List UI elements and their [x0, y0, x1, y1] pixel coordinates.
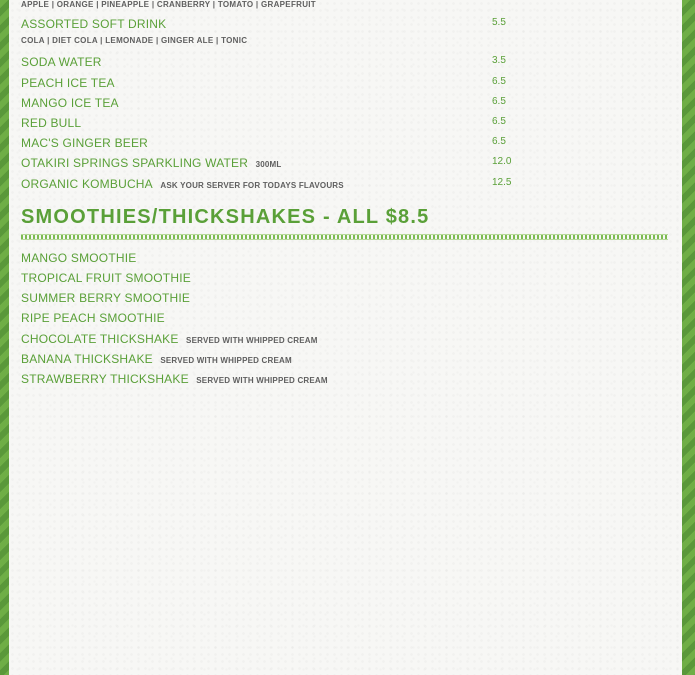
item-name: ORGANIC KOMBUCHA: [21, 177, 153, 191]
item-note: ASK YOUR SERVER FOR TODAYS FLAVOURS: [160, 181, 344, 190]
item-note: SERVED WITH WHIPPED CREAM: [160, 356, 292, 365]
soft-drink-item: [21, 15, 166, 33]
left-leaf-border: [0, 0, 9, 675]
item-price: 6.5: [492, 116, 506, 127]
item-name: MANGO ICE TEA: [21, 96, 119, 110]
item-price: 3.5: [492, 55, 506, 66]
item-name: MANGO SMOOTHIE: [21, 251, 137, 265]
item-name: STRAWBERRY THICKSHAKE: [21, 372, 189, 386]
juice-options: APPLE | ORANGE | PINEAPPLE | CRANBERRY | TOMATO | GRAPEFRUIT: [21, 0, 316, 9]
smoothie-item: [21, 309, 165, 327]
item-name: SODA WATER: [21, 55, 102, 69]
item-name: MAC'S GINGER BEER: [21, 136, 149, 150]
right-leaf-border: [682, 0, 695, 675]
smoothie-item: [21, 330, 318, 348]
section-divider: [21, 234, 668, 240]
drink-item: [21, 175, 344, 193]
item-name: CHOCOLATE THICKSHAKE: [21, 332, 179, 346]
item-price: 6.5: [492, 76, 506, 87]
drink-item: [21, 114, 81, 132]
item-name: ASSORTED SOFT DRINK: [21, 17, 167, 31]
item-price: 12.0: [492, 156, 512, 167]
item-note: SERVED WITH WHIPPED CREAM: [196, 376, 328, 385]
item-price: 12.5: [492, 177, 512, 188]
item-name: OTAKIRI SPRINGS SPARKLING WATER: [21, 156, 249, 170]
drink-item: [21, 74, 115, 92]
drink-item: [21, 134, 148, 152]
item-name: PEACH ICE TEA: [21, 76, 115, 90]
smoothie-item: [21, 289, 190, 307]
item-price: 6.5: [492, 136, 506, 147]
item-name: TROPICAL FRUIT SMOOTHIE: [21, 271, 191, 285]
item-name: RIPE PEACH SMOOTHIE: [21, 311, 165, 325]
drink-item: [21, 53, 102, 71]
item-name: BANANA THICKSHAKE: [21, 352, 153, 366]
drink-item: [21, 94, 119, 112]
soft-drink-price: 5.5: [492, 17, 506, 28]
smoothie-item: [21, 350, 292, 368]
item-note: SERVED WITH WHIPPED CREAM: [186, 336, 318, 345]
item-name: SUMMER BERRY SMOOTHIE: [21, 291, 191, 305]
item-note: 300ML: [255, 160, 282, 169]
item-name: RED BULL: [21, 116, 82, 130]
smoothie-item: [21, 269, 191, 287]
soft-drink-options: COLA | DIET COLA | LEMONADE | GINGER ALE | TONIC: [21, 36, 248, 45]
drink-item: [21, 154, 281, 172]
smoothie-item: [21, 370, 328, 388]
section-heading: SMOOTHIES/THICKSHAKES - ALL $8.5: [21, 206, 430, 228]
item-price: 6.5: [492, 96, 506, 107]
smoothie-item: [21, 249, 136, 267]
